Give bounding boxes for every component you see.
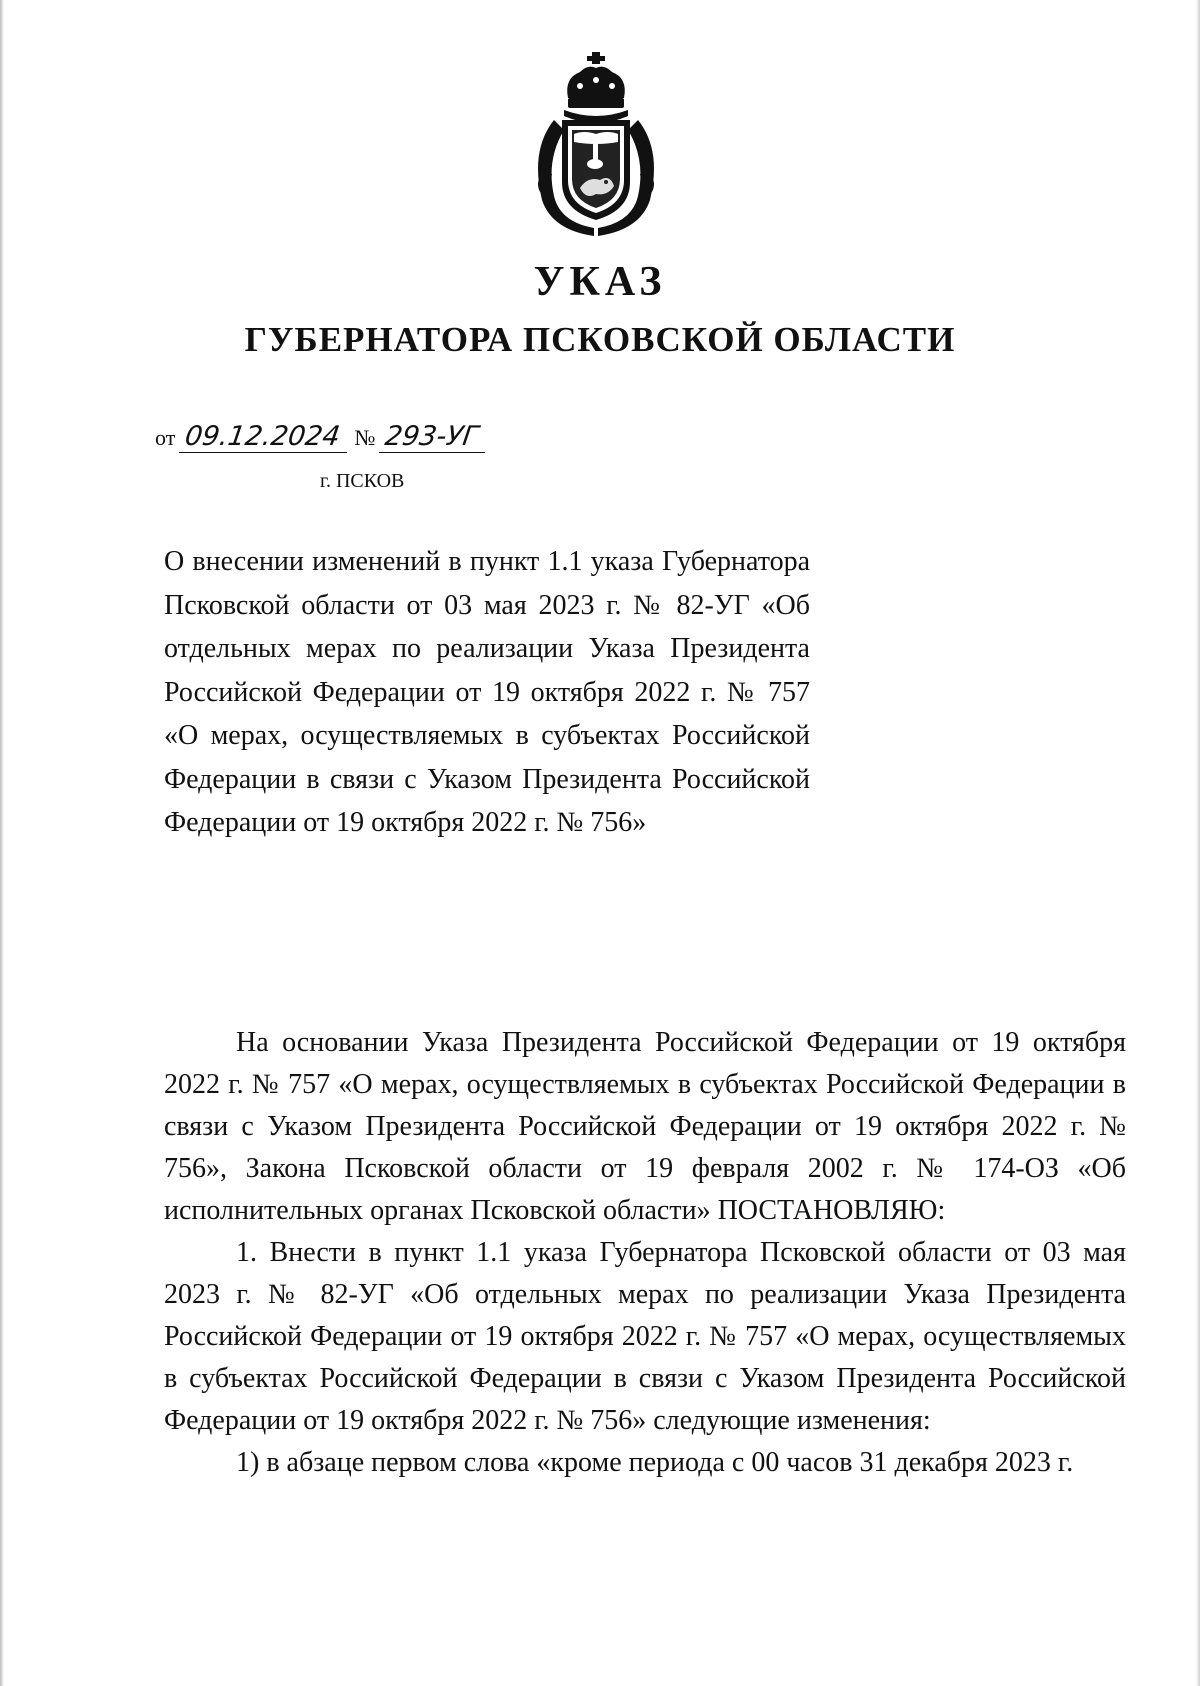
number-prefix: № <box>354 425 376 450</box>
scan-edge-left <box>0 0 4 1686</box>
date-prefix: от <box>155 425 176 450</box>
decree-title: УКАЗ <box>533 259 667 305</box>
scan-edge-right <box>1196 0 1200 1686</box>
body-paragraph-item-1: 1. Внести в пункт 1.1 указа Губернатора Псковской области от 03 мая 2023 г. № 82-УГ «Об отдельных мерах по реализации Указа Президента Российской Федерации от 19 октября 2022 г. № 757 «О мерах, осуществляемых в субъектах Российской Федерации в связи с Указом Президента Российской Федерации от 19 октября 2022 г. № 756» следующие изменения: <box>164 1237 1126 1436</box>
city-label: г. ПСКОВ <box>320 470 405 492</box>
date-number-line <box>155 422 487 453</box>
body-paragraph-preamble: На основании Указа Президента Российской Федерации от 19 октября 2022 г. № 757 «О мерах, осуществляемых в субъектах Российской Федерации в связи с Указом Президента Российской Федерации от 19 октября 2022 г. № 756», Закона Псковской области от 19 февраля 2002 г. № 174-ОЗ «Об исполнительных органах Псковской области» ПОСТАНОВЛЯЮ: <box>164 1027 1126 1226</box>
decree-caption: О внесении изменений в пункт 1.1 указа Губернатора Псковской области от 03 мая 2023 г. № 82-УГ «Об отдельных мерах по реализации Указа Президента Российской Федерации от 19 октября 2022 г. № 757 «О мерах, осуществляемых в субъектах Российской Федерации в связи с Указом Президента Российской Федерации от 19 октября 2022 г. № 756» <box>164 546 810 838</box>
decree-date: 09.12.2024 <box>179 422 351 453</box>
decree-number: 293-УГ <box>379 422 489 453</box>
body-paragraph-subitem-1: 1) в абзаце первом слова «кроме периода с 00 часов 31 декабря 2023 г. <box>236 1447 1074 1478</box>
decree-issuer: ГУБЕРНАТОРА ПСКОВСКОЙ ОБЛАСТИ <box>244 320 956 359</box>
coat-of-arms-emblem <box>524 50 668 246</box>
decree-body <box>164 1022 1126 1484</box>
